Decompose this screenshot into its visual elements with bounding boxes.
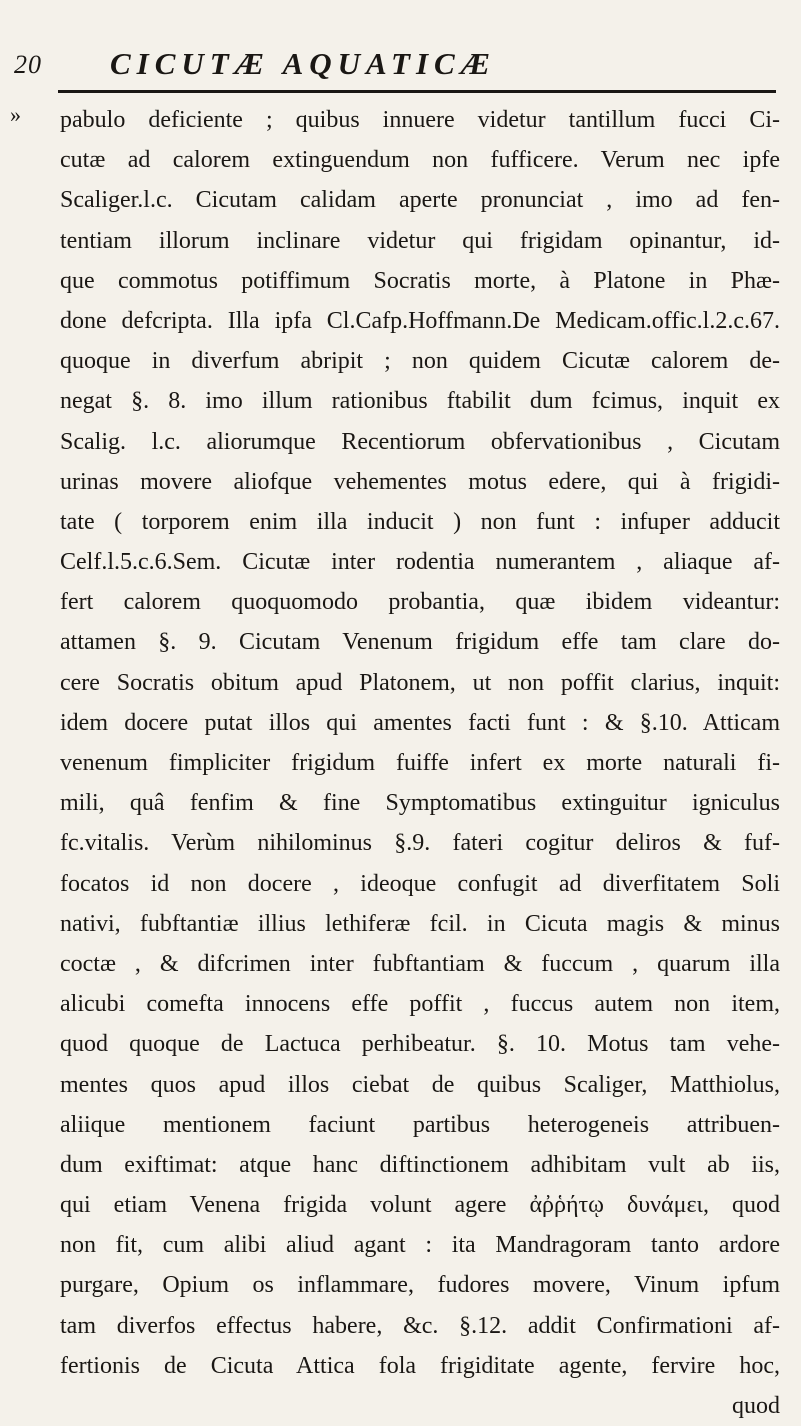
text-line: mili, quâ fenfim & fine Symptomatibus extinguitur igniculus [60,790,780,817]
text-line: cutæ ad calorem extinguendum non fufficere. Verum nec ipfe [60,147,780,174]
text-line: Scalig. l.c. aliorumque Recentiorum obfervationibus , Cicutam [60,428,780,455]
text-line: fertionis de Cicuta Attica fola frigiditate agente, fervire hoc, [60,1352,780,1379]
text-line: quod quoque de Lactuca perhibeatur. §. 10. Motus tam vehe- [60,1031,780,1058]
text-line: quoque in diverfum abripit ; non quidem Cicutæ calorem de- [60,348,780,375]
text-line: purgare, Opium os inflammare, fudores movere, Vinum ipfum [60,1272,780,1299]
text-line: tentiam illorum inclinare videtur qui frigidam opinantur, id- [60,227,780,254]
text-line: fc.vitalis. Verùm nihilominus §.9. fateri cogitur deliros & fuf- [60,830,780,857]
text-line: idem docere putat illos qui amentes facti funt : & §.10. Atticam [60,709,780,736]
text-line: nativi, fubftantiæ illius lethiferæ fcil. in Cicuta magis & minus [60,910,780,937]
text-line: fert calorem quoquomodo probantia, quæ ibidem videantur: [60,589,780,616]
text-line: mentes quos apud illos ciebat de quibus Scaliger, Matthiolus, [60,1071,780,1098]
text-line: cere Socratis obitum apud Platonem, ut non poffit clarius, inquit: [60,669,780,696]
body-text [60,100,780,1426]
text-line: tate ( torporem enim illa inducit ) non funt : infuper adducit [60,508,780,535]
text-line: Celf.l.5.c.6.Sem. Cicutæ inter rodentia numerantem , aliaque af- [60,549,780,576]
text-line: negat §. 8. imo illum rationibus ftabilit dum fcimus, inquit ex [60,388,780,415]
text-line: tam diverfos effectus habere, &c. §.12. addit Confirmationi af- [60,1312,780,1339]
running-head: CICUTÆ AQUATICÆ [110,46,496,81]
text-line: qui etiam Venena frigida volunt agere ἀῤῥήτῳ δυνάμει, quod [60,1192,780,1219]
text-line: done defcripta. Illa ipfa Cl.Cafp.Hoffmann.De Medicam.offic.l.2.c.67. [60,307,780,334]
page-header [0,0,801,92]
page-number: 20 [14,50,42,79]
text-line: quod [732,1393,780,1419]
text-line: non fit, cum alibi aliud agant : ita Mandragoram tanto ardore [60,1232,780,1259]
text-line: pabulo deficiente ; quibus innuere videtur tantillum fucci Ci- [60,107,780,133]
header-rule [58,90,776,93]
margin-mark: » [10,102,21,127]
text-line: alicubi comefta innocens effe poffit , fuccus autem non item, [60,991,780,1018]
text-line: focatos id non docere , ideoque confugit ad diverfitatem Soli [60,870,780,897]
text-line: urinas movere aliofque vehementes motus edere, qui à frigidi- [60,468,780,495]
text-line: dum exiftimat: atque hanc diftinctionem adhibitam vult ab iis, [60,1151,780,1178]
text-line: aliique mentionem faciunt partibus heterogeneis attribuen- [60,1111,780,1138]
text-line: coctæ , & difcrimen inter fubftantiam & fuccum , quarum illa [60,950,780,977]
text-line: venenum fimpliciter frigidum fuiffe infert ex morte naturali fi- [60,750,780,776]
text-line: Scaliger.l.c. Cicutam calidam aperte pronunciat , imo ad fen- [60,187,780,214]
text-line: que commotus potiffimum Socratis morte, à Platone in Phæ- [60,267,780,294]
text-line: attamen §. 9. Cicutam Venenum frigidum effe tam clare do- [60,629,780,656]
